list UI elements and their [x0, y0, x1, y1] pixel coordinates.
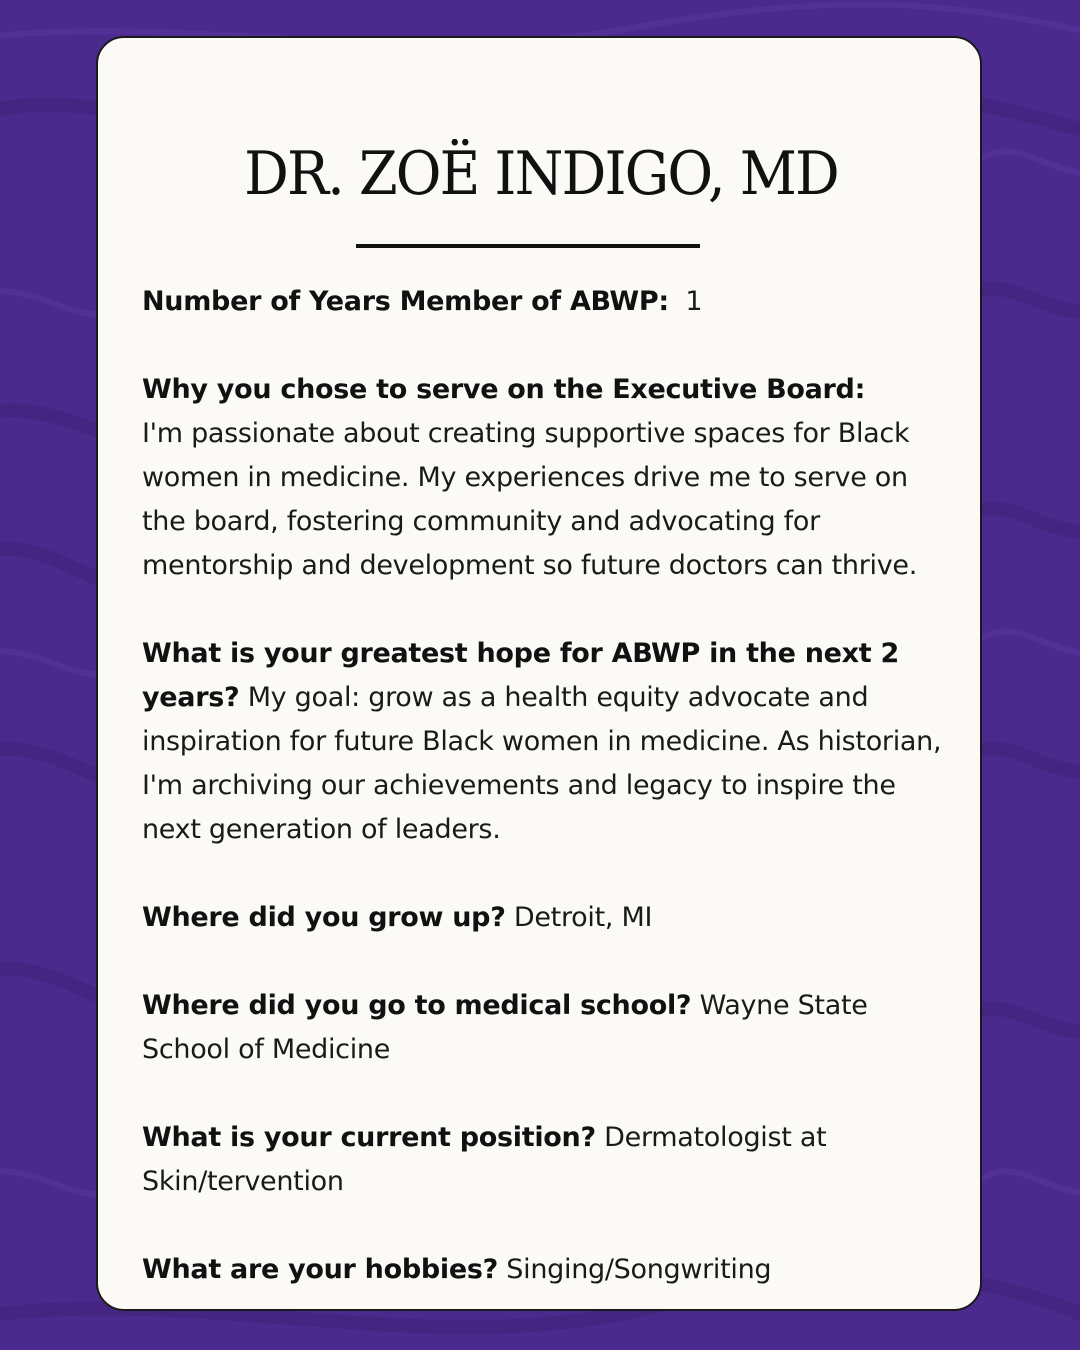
- title-divider: [356, 244, 700, 248]
- qa-item-greatest-hope: [142, 632, 952, 852]
- profile-card: [96, 36, 982, 1311]
- qa-answer: Dermatologist at Skin/tervention: [142, 1122, 827, 1197]
- qa-answer: Singing/Songwriting: [506, 1254, 772, 1285]
- qa-list: [142, 280, 952, 1336]
- qa-question: What are your hobbies?: [142, 1254, 498, 1285]
- qa-question: Why you chose to serve on the Executive Board:: [142, 374, 866, 405]
- qa-question: Where did you go to medical school?: [142, 990, 692, 1021]
- qa-item-medical-school: [142, 984, 952, 1072]
- qa-answer: My goal: grow as a health equity advocate and inspiration for future Black women in medicine. As historian, I'm archiving our achievements and legacy to inspire the next generation of leaders.: [142, 682, 942, 845]
- qa-question: Number of Years Member of ABWP:: [142, 286, 669, 317]
- profile-name: DR. ZOË INDIGO, MD: [244, 139, 838, 209]
- qa-question: Where did you grow up?: [142, 902, 506, 933]
- qa-item-why-serve: [142, 368, 952, 588]
- qa-question: What is your current position?: [142, 1122, 596, 1153]
- qa-item-years-member: [142, 280, 952, 324]
- qa-answer: 1: [685, 286, 703, 317]
- qa-answer: Detroit, MI: [513, 902, 653, 933]
- qa-answer: I'm passionate about creating supportive spaces for Black women in medicine. My experiences drive me to serve on the board, fostering community and advocating for mentorship and development so future doctors can thrive.: [142, 418, 918, 581]
- qa-item-current-position: [142, 1116, 952, 1204]
- qa-question: What is your greatest hope for ABWP in the next 2 years?: [142, 638, 899, 713]
- qa-item-grew-up: [142, 896, 952, 940]
- qa-item-hobbies: [142, 1248, 952, 1292]
- qa-answer: Wayne State School of Medicine: [142, 990, 868, 1065]
